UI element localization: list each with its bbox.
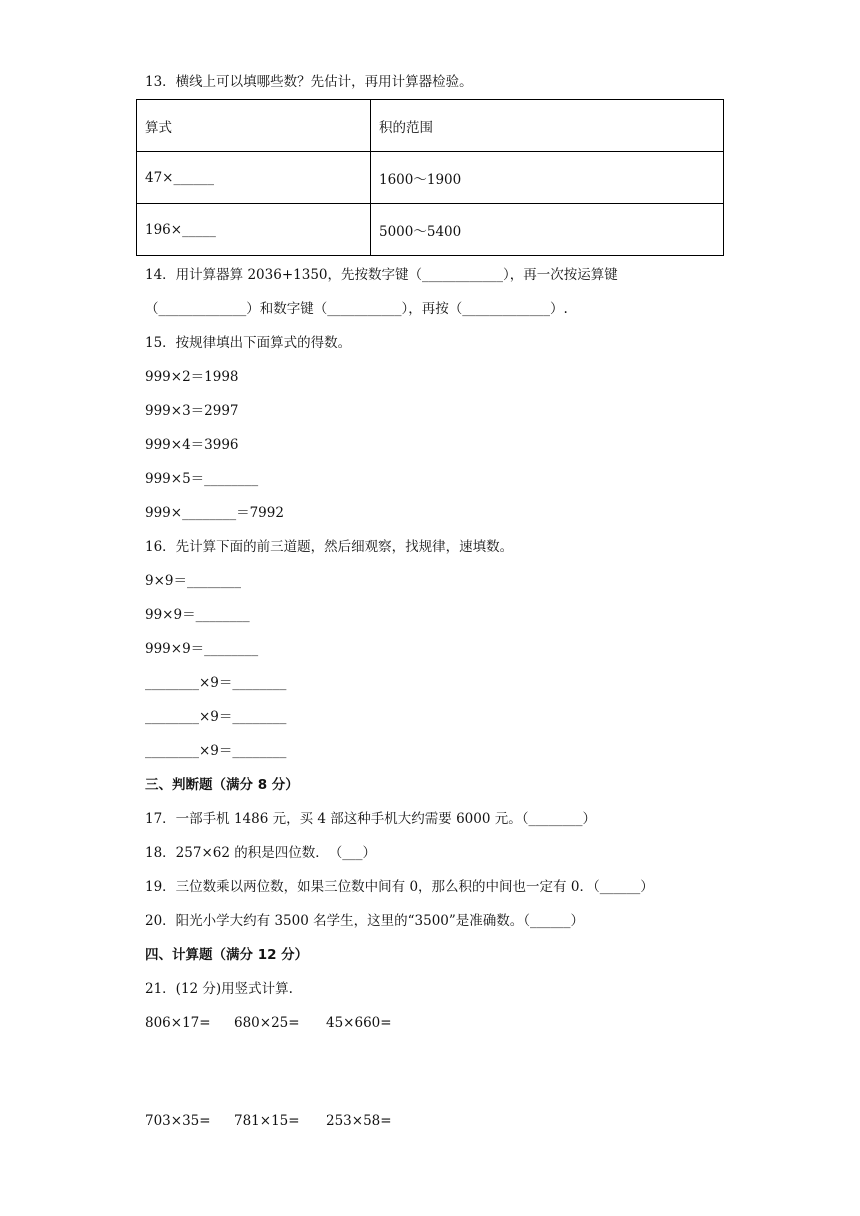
q18-text: 18．257×62 的积是四位数． （___） [145,845,376,861]
q15-title: 15．按规律填出下面算式的得数。 [145,335,352,351]
q15-line: 999×5＝________ [145,471,259,487]
q16-line: 99×9＝________ [145,607,250,623]
q16-line: ________×9＝________ [145,743,287,759]
q14-line1: 14．用计算器算 2036+1350，先按数字键（____________），再一次按运算键 [145,267,618,283]
q20-text: 20．阳光小学大约有 3500 名学生，这里的“3500”是准确数。（______） [145,913,585,929]
q15-line: 999×3＝2997 [145,403,239,419]
q15-line: 999×________＝7992 [145,505,284,521]
q16-line: ________×9＝________ [145,709,287,725]
table-row [137,152,724,204]
q15-line: 999×4＝3996 [145,437,239,453]
calc-item: 680×25= [234,1015,300,1031]
q16-line: 9×9＝________ [145,573,241,589]
section4-heading: 四、计算题（满分 12 分） [145,947,309,963]
q21-title: 21．(12 分)用竖式计算. [145,981,293,997]
calc-item: 781×15= [234,1113,300,1129]
table-row [137,204,724,256]
q16-line: ________×9＝________ [145,675,287,691]
q19-text: 19．三位数乘以两位数，如果三位数中间有 0，那么积的中间也一定有 0．（______） [145,879,654,895]
table-cell: 1600～1900 [371,152,724,204]
q13-title: 13．横线上可以填哪些数？先估计，再用计算器检验。 [145,74,473,90]
table-header-cell: 积的范围 [371,100,724,152]
table-cell: 196×_____ [137,204,371,256]
q14-line2: （_____________）和数字键（___________），再按（_____________）. [145,301,568,317]
table-cell: 5000～5400 [371,204,724,256]
section3-heading: 三、判断题（满分 8 分） [145,777,299,793]
table-cell: 47×______ [137,152,371,204]
q15-line: 999×2＝1998 [145,369,239,385]
calc-item: 45×660= [326,1015,392,1031]
table-header-row [137,100,724,152]
calc-item: 806×17= [145,1015,211,1031]
q13-table [136,99,724,256]
q17-text: 17．一部手机 1486 元，买 4 部这种手机大约需要 6000 元。（________） [145,811,596,827]
calc-item: 703×35= [145,1113,211,1129]
q16-title: 16．先计算下面的前三道题，然后细观察，找规律，速填数。 [145,539,514,555]
table-header-cell: 算式 [137,100,371,152]
q16-line: 999×9＝________ [145,641,259,657]
calc-item: 253×58= [326,1113,392,1129]
